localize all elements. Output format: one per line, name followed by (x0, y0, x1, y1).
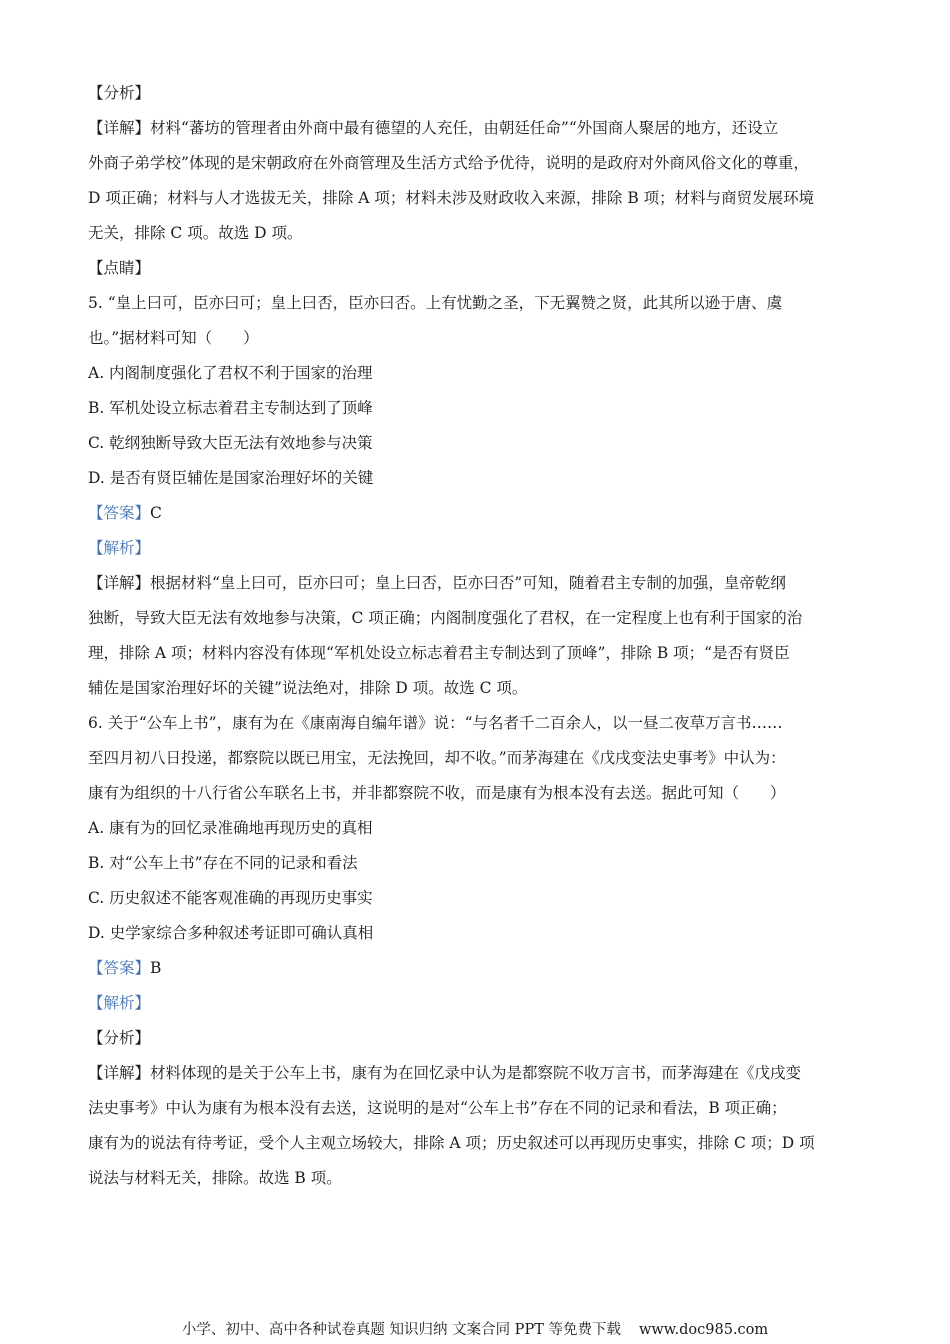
analysis-tag: 【分析】 (88, 84, 151, 102)
q6-stem-line: 6. 关于“公车上书”，康有为在《康南海自编年谱》说：“与名者千二百余人，以一昼二夜草万言书…… (88, 714, 783, 732)
q6-stem-line: 至四月初八日投递，都察院以既已用宝，无法挽回，却不收。”而茅海建在《戊戌变法史事考》中认为： (88, 749, 786, 767)
detail-line: D 项正确；材料与人才选拔无关，排除 A 项；材料未涉及财政收入来源，排除 B 项；材料与商贸发展环境 (88, 189, 815, 207)
answer-tag: 【答案】 (88, 504, 151, 522)
q6-detail-line: 康有为的说法有待考证，受个人主观立场较大，排除 A 项；历史叙述可以再现历史事实，排除 C 项；D 项 (88, 1134, 815, 1152)
q5-answer-row (88, 496, 868, 531)
q5-detail-line: 【详解】根据材料“皇上曰可，臣亦曰可；皇上曰否，臣亦曰否”可知，随着君主专制的加强，皇帝乾纲 (88, 574, 786, 592)
explain-tag: 【解析】 (88, 994, 151, 1012)
q6-stem-line: 康有为组织的十八行省公车联名上书，并非都察院不收，而是康有为根本没有去送。据此可知（ ） (88, 784, 786, 802)
q6-option-b: B. 对“公车上书”存在不同的记录和看法 (88, 854, 358, 872)
q5-option-b: B. 军机处设立标志着君主专制达到了顶峰 (88, 399, 373, 417)
detail-line: 外商子弟学校”体现的是宋朝政府在外商管理及生活方式给予优待，说明的是政府对外商风俗文化的尊重， (88, 154, 809, 172)
explain-tag: 【解析】 (88, 539, 151, 557)
document-content (88, 76, 868, 1196)
q6-option-a: A. 康有为的回忆录准确地再现历史的真相 (88, 819, 373, 837)
q6-detail-line: 【详解】材料体现的是关于公车上书，康有为在回忆录中认为是都察院不收万言书，而茅海建在《戊戌变 (88, 1064, 802, 1082)
comment-tag: 【点睛】 (88, 259, 151, 277)
q5-stem-line: 也。”据材料可知（ ） (88, 329, 259, 347)
q6-answer: B (150, 959, 162, 977)
q5-option-c: C. 乾纲独断导致大臣无法有效地参与决策 (88, 434, 373, 452)
q5-detail-line: 独断，导致大臣无法有效地参与决策，C 项正确；内阁制度强化了君权，在一定程度上也有利于国家的治 (88, 609, 803, 627)
q5-option-d: D. 是否有贤臣辅佐是国家治理好坏的关键 (88, 469, 374, 487)
q6-option-d: D. 史学家综合多种叙述考证即可确认真相 (88, 924, 374, 942)
footer-url[interactable]: www.doc985.com (638, 1322, 769, 1338)
q6-answer-row (88, 951, 868, 986)
q6-detail-line: 法史事考》中认为康有为根本没有去送，这说明的是对“公车上书”存在不同的记录和看法，B 项正确； (88, 1099, 787, 1117)
q5-detail-line: 辅佐是国家治理好坏的关键”说法绝对，排除 D 项。故选 C 项。 (88, 679, 528, 697)
detail-line: 【详解】材料“蕃坊的管理者由外商中最有德望的人充任，由朝廷任命”“外国商人聚居的地方，还设立 (88, 119, 779, 137)
q5-stem-line: 5. “皇上曰可，臣亦曰可；皇上曰否，臣亦曰否。上有忧勤之圣，下无翼赞之贤，此其所以逊于唐、虞 (88, 294, 783, 312)
footer-text: 小学、初中、高中各种试卷真题 知识归纳 文案合同 PPT 等免费下载 (181, 1322, 621, 1338)
q5-detail-line: 理，排除 A 项；材料内容没有体现“军机处设立标志着君主专制达到了顶峰”，排除 B 项；“是否有贤臣 (88, 644, 790, 662)
detail-line: 无关，排除 C 项。故选 D 项。 (88, 224, 303, 242)
q5-answer: C (150, 504, 162, 522)
analysis-tag: 【分析】 (88, 1029, 151, 1047)
q5-option-a: A. 内阁制度强化了君权不利于国家的治理 (88, 364, 373, 382)
q6-detail-line: 说法与材料无关，排除。故选 B 项。 (88, 1169, 342, 1187)
answer-tag: 【答案】 (88, 959, 151, 977)
q6-option-c: C. 历史叙述不能客观准确的再现历史事实 (88, 889, 373, 907)
page-footer (0, 1318, 950, 1339)
